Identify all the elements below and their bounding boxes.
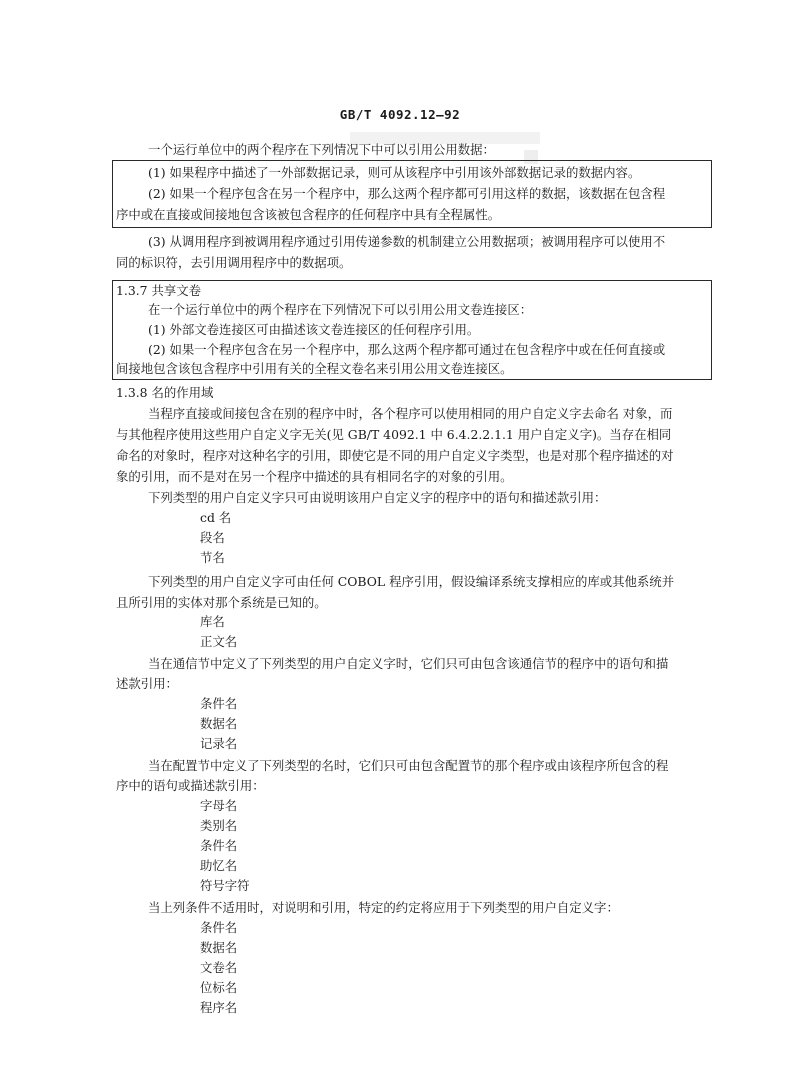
list5-item: 位标名 — [200, 980, 238, 995]
box2-line-1: 在一个运行单位中的两个程序在下列情况下可以引用公用文卷连接区： — [148, 302, 533, 317]
p2-line: 下列类型的用户自定义字只可由说明该用户自定义字的程序中的语句和描述款引用： — [148, 490, 607, 505]
list4-item: 条件名 — [200, 838, 238, 853]
list4-item: 符号字符 — [200, 878, 250, 893]
p5-line-2: 序中的语句或描述款引用： — [116, 778, 265, 793]
p3-line-2: 且所引用的实体对那个系统是已知的。 — [116, 595, 327, 610]
list5-item: 条件名 — [200, 920, 238, 935]
p4-line-1: 当在通信节中定义了下列类型的用户自定义字时，它们只可由包含该通信节的程序中的语句和描 — [148, 656, 669, 671]
list5-item: 数据名 — [200, 940, 238, 955]
list1-item: cd 名 — [200, 510, 232, 525]
intro-paragraph: 一个运行单位中的两个程序在下列情况下中可以引用公用数据： — [148, 142, 495, 157]
list3-item: 数据名 — [200, 716, 238, 731]
p5-line-1: 当在配置节中定义了下列类型的名时，它们只可由包含配置节的那个程序或由该程序所包含的程 — [148, 758, 669, 773]
box1-line-3: 序中或在直接或间接地包含该被包含程序的任何程序中具有全程属性。 — [116, 207, 501, 222]
list1-item: 节名 — [200, 550, 225, 565]
box2-line-3: (2) 如果一个程序包含在另一个程序中，那么这两个程序都可通过在包含程序中或在任何直接或 — [148, 342, 666, 357]
section-heading-1-3-8: 1.3.8 名的作用域 — [116, 385, 214, 400]
p4-line-2: 述款引用： — [116, 676, 178, 691]
p6-line: 当上列条件不适用时，对说明和引用，特定的约定将应用于下列类型的用户自定义字： — [148, 900, 619, 915]
p3-line-1: 下列类型的用户自定义字可由任何 COBOL 程序引用，假设编译系统支撑相应的库或其他系统并 — [148, 574, 675, 589]
para3-line-2: 同的标识符，去引用调用程序中的数据项。 — [116, 255, 352, 270]
list5-item: 程序名 — [200, 1000, 238, 1015]
section-heading-1-3-7: 1.3.7 共享文卷 — [116, 283, 202, 298]
list4-item: 类别名 — [200, 818, 238, 833]
box2-line-4: 间接地包含该包含程序中引用有关的全程文卷名来引用公用文卷连接区。 — [116, 361, 513, 376]
list5-item: 文卷名 — [200, 960, 238, 975]
p1-line-3: 命名的对象时，程序对这种名字的引用，即使它是不同的用户自定义字类型，也是对那个程序描述的对 — [116, 448, 674, 463]
p1-line-1: 当程序直接或间接包含在别的程序中时，各个程序可以使用相同的用户自定义字去命名 对象，而 — [148, 406, 673, 421]
list2-item: 库名 — [200, 614, 225, 629]
list4-item: 助忆名 — [200, 858, 238, 873]
para3-line-1: (3) 从调用程序到被调用程序通过引用传递参数的机制建立公用数据项；被调用程序可以使用不 — [148, 234, 666, 249]
box2-line-2: (1) 外部文卷连接区可由描述该文卷连接区的任何程序引用。 — [148, 322, 480, 337]
p1-line-4: 象的引用，而不是对在另一个程序中描述的具有相同名字的对象的引用。 — [116, 469, 513, 484]
list3-item: 条件名 — [200, 696, 238, 711]
box1-line-2: (2) 如果一个程序包含在另一个程序中，那么这两个程序都可引用这样的数据，该数据在包含程 — [148, 186, 666, 201]
p1-line-2: 与其他程序使用这些用户自定义字无关(见 GB/T 4092.1 中 6.4.2.2.1.1 用户自定义字)。当存在相同 — [116, 427, 672, 442]
box1-line-1: (1) 如果程序中描述了一外部数据记录，则可从该程序中引用该外部数据记录的数据内容。 — [148, 165, 641, 180]
list1-item: 段名 — [200, 530, 225, 545]
standard-number: GB/T 4092.12—92 — [339, 107, 461, 122]
list3-item: 记录名 — [200, 736, 238, 751]
list2-item: 正文名 — [200, 634, 238, 649]
list4-item: 字母名 — [200, 798, 238, 813]
